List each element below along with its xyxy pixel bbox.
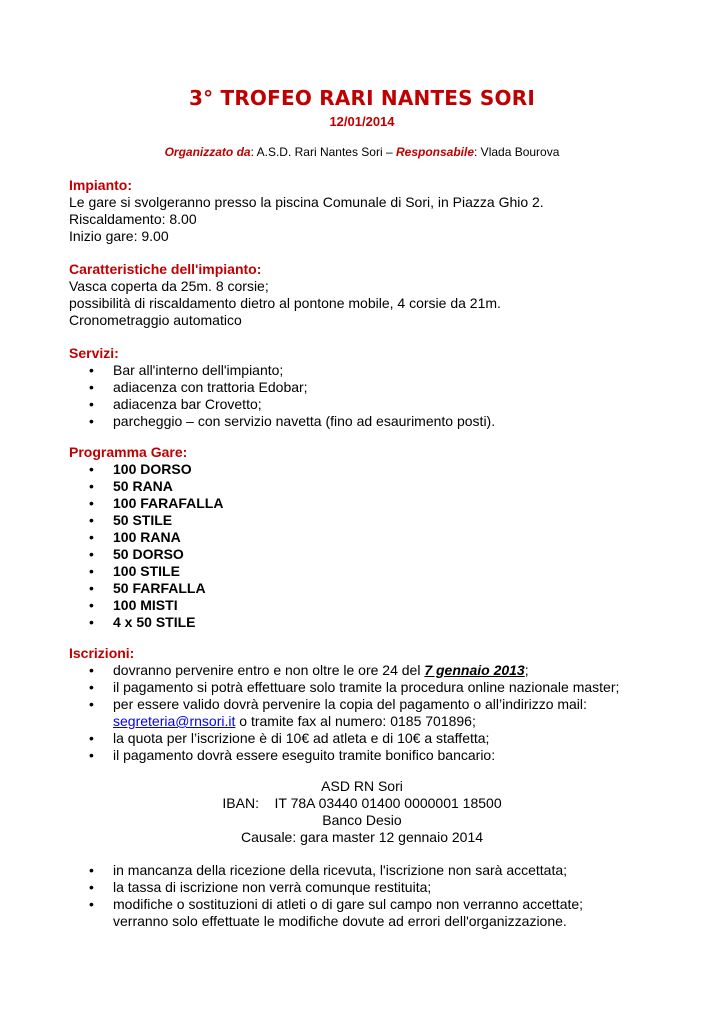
caratteristiche-heading: Caratteristiche dell'impianto:	[69, 261, 262, 277]
manager-value: : Vlada Bourova	[474, 145, 560, 159]
bank-account-name: ASD RN Sori	[321, 778, 403, 794]
list-item: • parcheggio – con servizio navetta (fino ad esaurimento posti).	[69, 413, 689, 430]
race-name: 100 RANA	[113, 529, 181, 545]
race-name: 100 DORSO	[113, 461, 192, 477]
deadline-end: ;	[524, 662, 529, 678]
list-item	[69, 546, 689, 563]
organized-label: Organizzato da	[164, 145, 251, 159]
list-item: • in mancanza della ricezione della ricevuta, l'iscrizione non sarà accettata;	[69, 862, 689, 879]
race-name: 50 FARFALLA	[113, 580, 206, 596]
caratteristiche-line: Cronometraggio automatico	[69, 312, 242, 328]
list-item	[69, 696, 689, 730]
programma-list	[69, 461, 689, 631]
list-item	[69, 529, 689, 546]
race-name: 4 x 50 STILE	[113, 614, 196, 630]
race-name: 50 DORSO	[113, 546, 184, 562]
list-item	[69, 478, 689, 495]
list-item	[69, 563, 689, 580]
list-item	[69, 896, 689, 930]
notes-list	[69, 862, 689, 930]
caratteristiche-line: Vasca coperta da 25m. 8 corsie;	[69, 278, 269, 294]
payment-reason: Causale: gara master 12 gennaio 2014	[240, 829, 484, 845]
race-name: 100 STILE	[113, 563, 180, 579]
section-programma	[69, 444, 689, 631]
deadline-text: dovranno pervenire entro e non oltre le ore 24 del	[113, 662, 425, 678]
section-caratteristiche	[69, 261, 689, 329]
bank-details	[0, 778, 724, 846]
list-item	[69, 512, 689, 529]
impianto-line: Le gare si svolgeranno presso la piscina Comunale di Sori, in Piazza Ghio 2.	[69, 194, 544, 210]
impianto-line: Riscaldamento: 8.00	[69, 211, 197, 227]
page-title: 3° TROFEO RARI NANTES SORI	[189, 86, 535, 110]
section-servizi	[69, 345, 689, 430]
list-item: • il pagamento si potrà effettuare solo tramite la procedura online nazionale master;	[69, 679, 689, 696]
caratteristiche-line: possibilità di riscaldamento dietro al pontone mobile, 4 corsie da 21m.	[69, 295, 501, 311]
list-item	[69, 614, 689, 631]
section-notes	[69, 862, 689, 930]
note-line: verranno solo effettuate le modifiche dovute ad errori dell'organizzazione.	[113, 913, 567, 929]
deadline-date: 7 gennaio 2013	[424, 662, 525, 678]
list-item: • adiacenza con trattoria Edobar;	[69, 379, 689, 396]
fax-text: o tramite fax al numero: 0185 701896;	[235, 713, 476, 729]
iban-line	[0, 795, 724, 812]
note-line: modifiche o sostituzioni di atleti o di gare sul campo non verranno accettate;	[113, 896, 584, 912]
email-link[interactable]: segreteria@rnsori.it	[113, 713, 236, 729]
list-item	[69, 662, 689, 679]
iscrizioni-heading: Iscrizioni:	[69, 645, 135, 661]
organized-value: : A.S.D. Rari Nantes Sori –	[250, 145, 396, 159]
manager-label: Responsabile	[395, 145, 475, 159]
impianto-heading: Impianto:	[69, 177, 132, 193]
servizi-list	[69, 362, 689, 430]
event-date: 12/01/2014	[329, 114, 395, 129]
section-iscrizioni	[69, 645, 689, 764]
bank-name: Banco Desio	[322, 812, 402, 828]
list-item	[69, 597, 689, 614]
iban-label: IBAN:	[222, 795, 259, 811]
list-item: • la quota per l’iscrizione è di 10€ ad atleta e di 10€ a staffetta;	[69, 730, 689, 747]
race-name: 100 FARAFALLA	[113, 495, 224, 511]
programma-heading: Programma Gare:	[69, 444, 188, 460]
list-item: • Bar all'interno dell'impianto;	[69, 362, 689, 379]
list-item	[69, 495, 689, 512]
iscrizioni-list	[69, 662, 689, 764]
payment-proof-text: per essere valido dovrà pervenire la copia del pagamento o all’indirizzo mail:	[113, 696, 587, 712]
section-impianto	[69, 177, 689, 245]
list-item: • adiacenza bar Crovetto;	[69, 396, 689, 413]
list-item	[69, 580, 689, 597]
race-name: 50 STILE	[113, 512, 173, 528]
race-name: 50 RANA	[113, 478, 173, 494]
iban-value: IT 78A 03440 01400 0000001 18500	[274, 795, 502, 811]
race-name: 100 MISTI	[113, 597, 178, 613]
servizi-heading: Servizi:	[69, 345, 119, 361]
list-item: • il pagamento dovrà essere eseguito tramite bonifico bancario:	[69, 747, 689, 764]
organizer-line	[0, 145, 724, 159]
impianto-line: Inizio gare: 9.00	[69, 228, 169, 244]
list-item	[69, 461, 689, 478]
list-item: • la tassa di iscrizione non verrà comunque restituita;	[69, 879, 689, 896]
